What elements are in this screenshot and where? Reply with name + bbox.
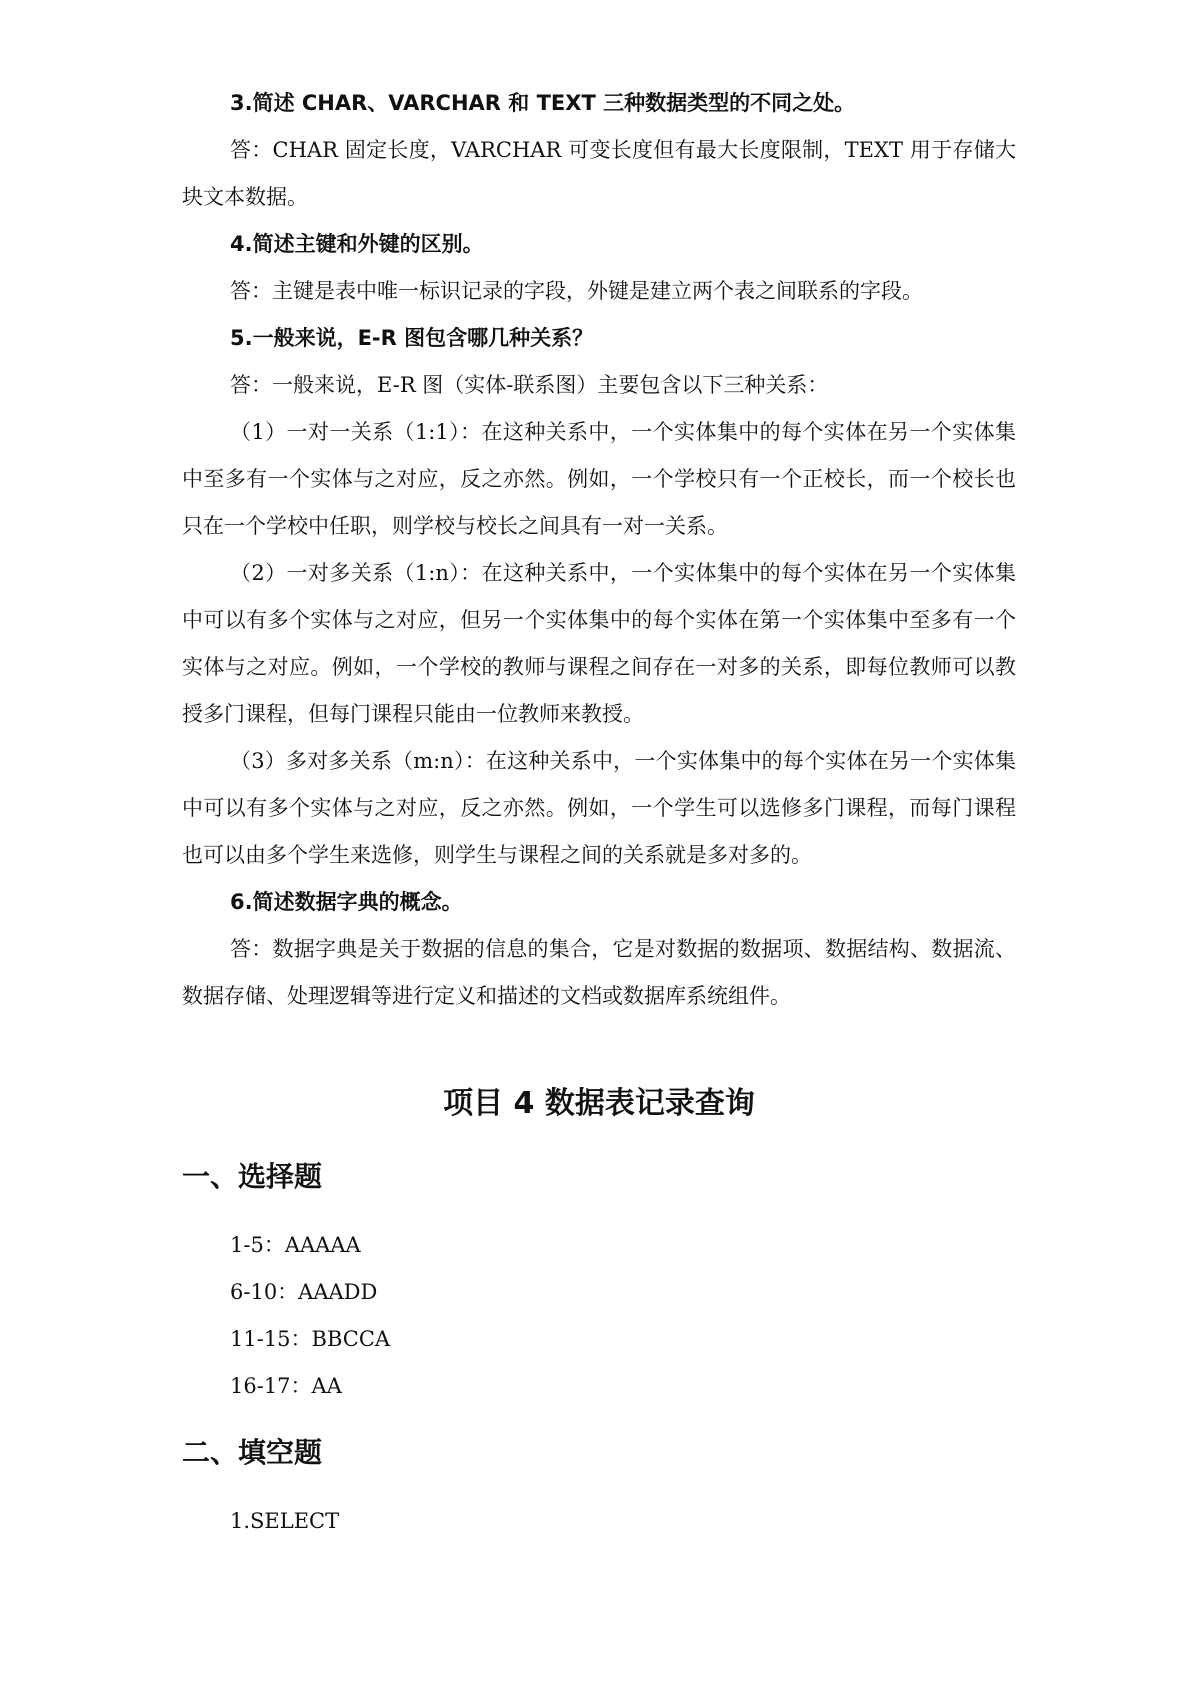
answer-6: 答：数据字典是关于数据的信息的集合，它是对数据的数据项、数据结构、数据流、数据存储、处理逻辑等进行定义和描述的文档或数据库系统组件。: [182, 937, 1016, 1008]
answer-4: 答：主键是表中唯一标识记录的字段，外键是建立两个表之间联系的字段。: [230, 279, 923, 303]
choice-answer-line: 16-17：AA: [230, 1374, 342, 1398]
choice-answers: [182, 1222, 1016, 1410]
choice-answer-line: 11-15：BBCCA: [230, 1327, 391, 1351]
fill-answer-line: 1.SELECT: [230, 1509, 340, 1533]
question-3: 3.简述 CHAR、VARCHAR 和 TEXT 三种数据类型的不同之处。: [230, 91, 856, 115]
question-4: 4.简述主键和外键的区别。: [230, 232, 484, 256]
fill-answers: [182, 1498, 1016, 1545]
choice-answer-line: 6-10：AAADD: [230, 1280, 378, 1304]
question-5: 5.一般来说，E-R 图包含哪几种关系？: [230, 326, 594, 350]
section-heading-choice: 一、选择题: [182, 1160, 323, 1193]
spacer: [182, 1020, 1016, 1070]
document-page: [182, 80, 1016, 1545]
project-title: 项目 4 数据表记录查询: [443, 1086, 755, 1121]
choice-answer-line: 1-5：AAAAA: [230, 1233, 361, 1257]
question-6: 6.简述数据字典的概念。: [230, 890, 463, 914]
answer-5-item-3: （3）多对多关系（m:n）：在这种关系中，一个实体集中的每个实体在另一个实体集中可以有多个实体与之对应，反之亦然。例如，一个学生可以选修多门课程，而每门课程也可以由多个学生来选修，则学生与课程之间的关系就是多对多的。: [182, 749, 1016, 867]
answer-5-intro: 答：一般来说，E-R 图（实体-联系图）主要包含以下三种关系：: [230, 373, 829, 397]
section-heading-fill: 二、填空题: [182, 1436, 323, 1469]
answer-5-item-2: （2）一对多关系（1:n）：在这种关系中，一个实体集中的每个实体在另一个实体集中可以有多个实体与之对应，但另一个实体集中的每个实体在第一个实体集中至多有一个实体与之对应。例如，一个学校的教师与课程之间存在一对多的关系，即每位教师可以教授多门课程，但每门课程只能由一位教师来教授。: [182, 561, 1016, 726]
answer-5-item-1: （1）一对一关系（1:1）：在这种关系中，一个实体集中的每个实体在另一个实体集中至多有一个实体与之对应，反之亦然。例如，一个学校只有一个正校长，而一个校长也只在一个学校中任职，则学校与校长之间具有一对一关系。: [182, 420, 1016, 538]
answer-3: 答：CHAR 固定长度，VARCHAR 可变长度但有最大长度限制，TEXT 用于存储大块文本数据。: [182, 138, 1016, 209]
